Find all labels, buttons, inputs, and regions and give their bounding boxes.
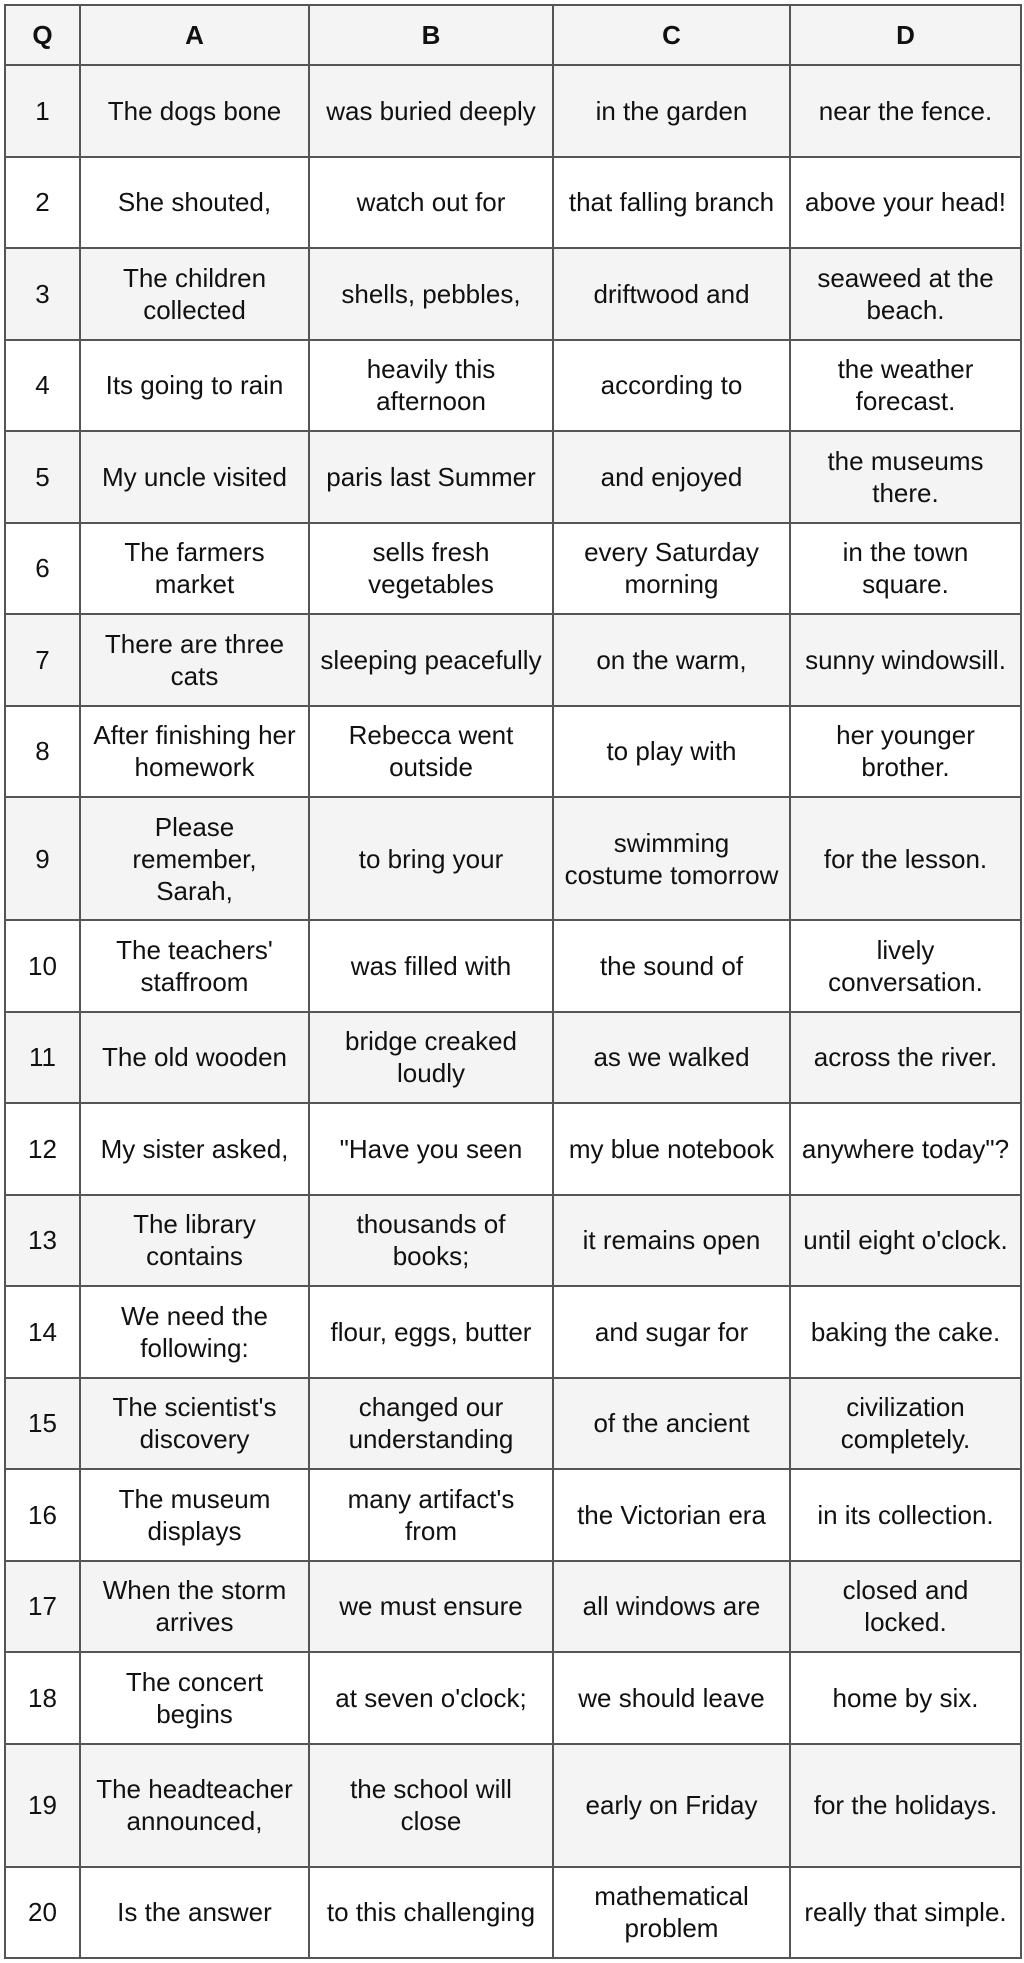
question-number-cell: 1: [5, 65, 80, 157]
table-row: [5, 431, 1021, 523]
question-number-cell: 2: [5, 157, 80, 249]
cell-b: we must ensure: [309, 1561, 553, 1653]
cell-d: seaweed at the beach.: [790, 248, 1021, 340]
question-number-cell: 11: [5, 1012, 80, 1104]
cell-b: many artifact's from: [309, 1469, 553, 1561]
cell-a: The old wooden: [80, 1012, 309, 1104]
table-row: [5, 1195, 1021, 1287]
cell-c: and enjoyed: [553, 431, 790, 523]
cell-c: mathematical problem: [553, 1867, 790, 1959]
table-row: [5, 65, 1021, 157]
cell-b: sleeping peacefully: [309, 614, 553, 706]
table-row: [5, 1103, 1021, 1195]
cell-b: was buried deeply: [309, 65, 553, 157]
cell-d: baking the cake.: [790, 1286, 1021, 1378]
cell-d: across the river.: [790, 1012, 1021, 1104]
table-row: [5, 1378, 1021, 1470]
table-row: [5, 706, 1021, 798]
cell-a: The concert begins: [80, 1652, 309, 1744]
cell-a: She shouted,: [80, 157, 309, 249]
table-row: [5, 1744, 1021, 1867]
cell-c: early on Friday: [553, 1744, 790, 1867]
cell-d: above your head!: [790, 157, 1021, 249]
cell-d: for the holidays.: [790, 1744, 1021, 1867]
cell-c: all windows are: [553, 1561, 790, 1653]
cell-b: bridge creaked loudly: [309, 1012, 553, 1104]
question-number-cell: 13: [5, 1195, 80, 1287]
cell-a: My sister asked,: [80, 1103, 309, 1195]
cell-b: to this challenging: [309, 1867, 553, 1959]
question-number-cell: 4: [5, 340, 80, 432]
cell-c: the sound of: [553, 920, 790, 1012]
cell-d: in its collection.: [790, 1469, 1021, 1561]
question-number-cell: 20: [5, 1867, 80, 1959]
cell-b: to bring your: [309, 797, 553, 920]
cell-d: really that simple.: [790, 1867, 1021, 1959]
cell-a: Is the answer: [80, 1867, 309, 1959]
cell-d: until eight o'clock.: [790, 1195, 1021, 1287]
table-row: [5, 340, 1021, 432]
cell-c: and sugar for: [553, 1286, 790, 1378]
cell-d: closed and locked.: [790, 1561, 1021, 1653]
cell-b: was filled with: [309, 920, 553, 1012]
question-table: [4, 4, 1022, 1959]
table-row: [5, 1012, 1021, 1104]
header-q: Q: [5, 5, 80, 65]
question-number-cell: 15: [5, 1378, 80, 1470]
cell-d: her younger brother.: [790, 706, 1021, 798]
cell-b: the school will close: [309, 1744, 553, 1867]
cell-b: sells fresh vegetables: [309, 523, 553, 615]
cell-a: The library contains: [80, 1195, 309, 1287]
cell-a: The teachers' staffroom: [80, 920, 309, 1012]
cell-b: thousands of books;: [309, 1195, 553, 1287]
cell-b: at seven o'clock;: [309, 1652, 553, 1744]
table-body: [5, 65, 1021, 1958]
question-number-cell: 19: [5, 1744, 80, 1867]
question-number-cell: 14: [5, 1286, 80, 1378]
table-row: [5, 614, 1021, 706]
cell-a: The children collected: [80, 248, 309, 340]
cell-c: the Victorian era: [553, 1469, 790, 1561]
question-number-cell: 7: [5, 614, 80, 706]
cell-d: for the lesson.: [790, 797, 1021, 920]
table-row: [5, 248, 1021, 340]
question-number-cell: 5: [5, 431, 80, 523]
cell-a: We need the following:: [80, 1286, 309, 1378]
table-row: [5, 1286, 1021, 1378]
cell-b: shells, pebbles,: [309, 248, 553, 340]
cell-c: it remains open: [553, 1195, 790, 1287]
table-row: [5, 797, 1021, 920]
cell-b: Rebecca went outside: [309, 706, 553, 798]
table-row: [5, 920, 1021, 1012]
table-row: [5, 1561, 1021, 1653]
table-row: [5, 1867, 1021, 1959]
cell-c: as we walked: [553, 1012, 790, 1104]
cell-a: The museum displays: [80, 1469, 309, 1561]
cell-a: Please remember, Sarah,: [80, 797, 309, 920]
question-number-cell: 16: [5, 1469, 80, 1561]
cell-c: of the ancient: [553, 1378, 790, 1470]
cell-a: When the storm arrives: [80, 1561, 309, 1653]
table-row: [5, 1652, 1021, 1744]
cell-d: sunny windowsill.: [790, 614, 1021, 706]
cell-c: my blue notebook: [553, 1103, 790, 1195]
cell-d: lively conversation.: [790, 920, 1021, 1012]
cell-a: After finishing her homework: [80, 706, 309, 798]
cell-c: to play with: [553, 706, 790, 798]
question-number-cell: 10: [5, 920, 80, 1012]
question-number-cell: 12: [5, 1103, 80, 1195]
cell-a: There are three cats: [80, 614, 309, 706]
header-a: A: [80, 5, 309, 65]
cell-d: the weather forecast.: [790, 340, 1021, 432]
cell-d: home by six.: [790, 1652, 1021, 1744]
cell-c: every Saturday morning: [553, 523, 790, 615]
cell-b: watch out for: [309, 157, 553, 249]
question-number-cell: 3: [5, 248, 80, 340]
cell-a: The dogs bone: [80, 65, 309, 157]
cell-c: swimming costume tomorrow: [553, 797, 790, 920]
header-d: D: [790, 5, 1021, 65]
cell-c: on the warm,: [553, 614, 790, 706]
question-number-cell: 9: [5, 797, 80, 920]
cell-a: My uncle visited: [80, 431, 309, 523]
header-b: B: [309, 5, 553, 65]
cell-a: The farmers market: [80, 523, 309, 615]
cell-a: The scientist's discovery: [80, 1378, 309, 1470]
cell-c: according to: [553, 340, 790, 432]
cell-b: flour, eggs, butter: [309, 1286, 553, 1378]
header-c: C: [553, 5, 790, 65]
cell-c: we should leave: [553, 1652, 790, 1744]
table-row: [5, 1469, 1021, 1561]
cell-d: in the town square.: [790, 523, 1021, 615]
cell-c: that falling branch: [553, 157, 790, 249]
cell-b: "Have you seen: [309, 1103, 553, 1195]
cell-d: civilization completely.: [790, 1378, 1021, 1470]
cell-b: heavily this afternoon: [309, 340, 553, 432]
cell-c: in the garden: [553, 65, 790, 157]
cell-a: The headteacher announced,: [80, 1744, 309, 1867]
cell-d: anywhere today"?: [790, 1103, 1021, 1195]
cell-c: driftwood and: [553, 248, 790, 340]
table-row: [5, 157, 1021, 249]
table-header: [5, 5, 1021, 65]
cell-d: near the fence.: [790, 65, 1021, 157]
question-number-cell: 18: [5, 1652, 80, 1744]
question-number-cell: 17: [5, 1561, 80, 1653]
question-number-cell: 6: [5, 523, 80, 615]
header-row: [5, 5, 1021, 65]
cell-a: Its going to rain: [80, 340, 309, 432]
cell-b: changed our understanding: [309, 1378, 553, 1470]
cell-b: paris last Summer: [309, 431, 553, 523]
table-row: [5, 523, 1021, 615]
cell-d: the museums there.: [790, 431, 1021, 523]
question-number-cell: 8: [5, 706, 80, 798]
